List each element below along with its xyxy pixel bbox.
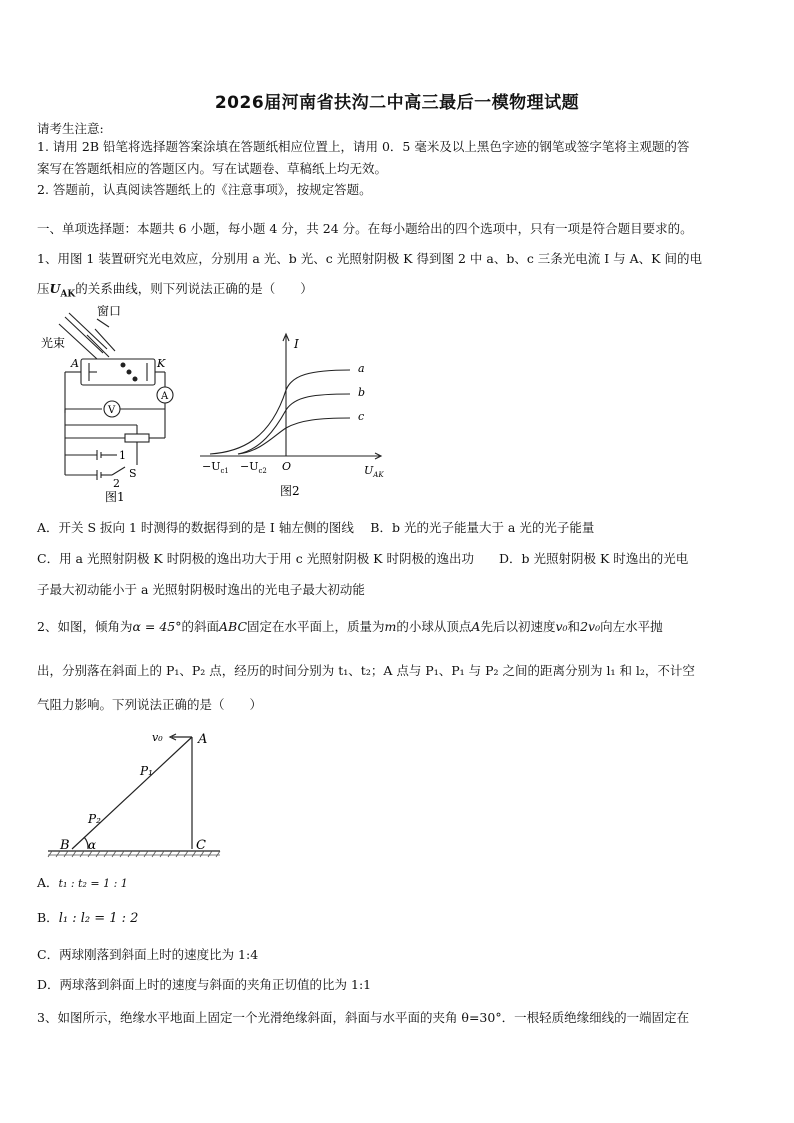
- q2-option-a-math: t₁ : t₂ = 1 : 1: [58, 877, 128, 890]
- fig-q2-alpha: α: [88, 838, 97, 852]
- notice-item-2: 2. 答题前，认真阅读答题纸上的《注意事项》，按规定答题。: [37, 182, 372, 197]
- q2-alpha: α = 45°: [132, 619, 182, 634]
- fig1-label-2: 2: [113, 477, 120, 490]
- q2-text-2: 的斜面: [181, 619, 220, 634]
- fig1-label-1: 1: [119, 449, 126, 462]
- fig2-curve-b: b: [358, 386, 366, 399]
- q1-option-c-d: C．用 a 光照射阴极 K 时阴极的逸出功大于用 c 光照射阴极 K 时阴极的逸出功 D．b 光照射阴极 K 时逸出的光电: [37, 551, 689, 566]
- notice-item-1-cont: 案写在答题纸相应的答题区内。写在试题卷、草稿纸上均无效。: [37, 161, 388, 176]
- q2-text-4: 的小球从顶点: [396, 619, 472, 634]
- q1-stem-post: 的关系曲线，则下列说法正确的是（ ）: [75, 281, 313, 296]
- page-title: 2026届河南省扶沟二中高三最后一模物理试题: [214, 93, 580, 113]
- fig1-caption: 图1: [105, 490, 125, 504]
- fig2-axis-uak: $U_{AK}$: [364, 464, 384, 479]
- q2-v0: v₀: [555, 619, 568, 634]
- figure-2-graph: [200, 330, 390, 500]
- fig1-label-anode: A: [71, 357, 79, 370]
- fig-q2-point-a: A: [198, 732, 208, 747]
- fig1-label-cathode: K: [157, 357, 166, 370]
- fig2-axis-i: I: [294, 337, 299, 351]
- fig2-uc2: $-U_{c2}$: [240, 460, 267, 475]
- fig-q2-v0: v₀: [152, 731, 163, 744]
- fig2-caption: 图2: [280, 484, 300, 498]
- fig1-voltmeter-label: V: [108, 405, 116, 416]
- q1-stem-line1: 1、用图 1 装置研究光电效应，分别用 a 光、b 光、c 光照射阴极 K 得到图 2 中 a、b、c 三条光电流 I 与 A、K 间的电: [37, 251, 702, 266]
- q2-text-7: 向左水平抛: [600, 619, 663, 634]
- fig-q2-p1: P₁: [140, 764, 153, 778]
- q2-option-b: [37, 910, 759, 927]
- q3-stem-line1: 3、如图所示，绝缘水平地面上固定一个光滑绝缘斜面，斜面与水平面的夹角 θ=30°．一根轻质绝缘细线的一端固定在: [37, 1010, 690, 1025]
- q2-option-b-label: B．: [37, 910, 59, 925]
- q2-text-3: 固定在水平面上，质量为: [247, 619, 385, 634]
- fig2-curve-a: a: [358, 362, 365, 375]
- q1-var-sub: AK: [60, 289, 76, 300]
- notice-heading: 请考生注意:: [37, 121, 104, 136]
- figure-1-circuit: [37, 305, 197, 505]
- fig1-label-window: 窗口: [97, 305, 122, 318]
- fig1-ammeter-label: A: [161, 391, 169, 402]
- q1-option-a-b: A．开关 S 扳向 1 时测得的数据得到的是 I 轴左侧的图线 B．b 光的光子能量大于 a 光的光子能量: [37, 520, 595, 535]
- fig1-label-beam: 光束: [41, 336, 66, 350]
- q2-option-a: [37, 875, 759, 892]
- q2-text-5: 先后以初速度: [480, 619, 556, 634]
- fig-q2-p2: P₂: [88, 812, 101, 826]
- q2-m: m: [384, 619, 397, 634]
- section-heading: 一、单项选择题：本题共 6 小题，每小题 4 分，共 24 分。在每小题给出的四个选项中，只有一项是符合题目要求的。: [37, 221, 693, 236]
- q2-option-a-label: A．: [37, 875, 59, 890]
- fig1-label-switch: S: [129, 467, 137, 480]
- fig2-curve-c: c: [358, 410, 365, 423]
- q2-option-b-math: l₁ : l₂ = 1 : 2: [58, 911, 139, 926]
- q2-text-1: 2、如图，倾角为: [37, 619, 133, 634]
- fig-q2-point-b: B: [60, 838, 70, 853]
- fig2-uc1: $-U_{c1}$: [202, 460, 229, 475]
- q1-stem-line2: [37, 281, 759, 303]
- q2-point-a: A: [471, 619, 481, 634]
- q2-abc: ABC: [219, 619, 248, 634]
- fig-q2-point-c: C: [196, 838, 206, 853]
- q1-option-d-cont: 子最大初动能小于 a 光照射阴极时逸出的光电子最大初动能: [37, 582, 365, 597]
- q2-2v0: 2v₀: [580, 619, 601, 634]
- figure-q2-incline: [44, 725, 224, 860]
- q2-stem-line3: 气阻力影响。下列说法正确的是（ ）: [37, 697, 263, 712]
- q1-var-u: U: [49, 281, 61, 296]
- q2-option-c: C．两球刚落到斜面上时的速度比为 1:4: [37, 947, 259, 962]
- q2-text-6: 和: [567, 619, 581, 634]
- q2-stem-line2: 出，分别落在斜面上的 P₁、P₂ 点，经历的时间分别为 t₁、t₂；A 点与 P₁、P₁ 与 P₂ 之间的距离分别为 l₁ 和 l₂，不计空: [37, 663, 695, 678]
- fig2-origin: O: [282, 460, 292, 473]
- notice-item-1: 1. 请用 2B 铅笔将选择题答案涂填在答题纸相应位置上，请用 0．5 毫米及以上黑色字迹的钢笔或签字笔将主观题的答: [37, 139, 690, 154]
- q1-stem-pre: 压: [37, 281, 50, 296]
- q2-option-d: D．两球落到斜面上时的速度与斜面的夹角正切值的比为 1:1: [37, 977, 372, 992]
- q2-stem-line1: [37, 619, 759, 635]
